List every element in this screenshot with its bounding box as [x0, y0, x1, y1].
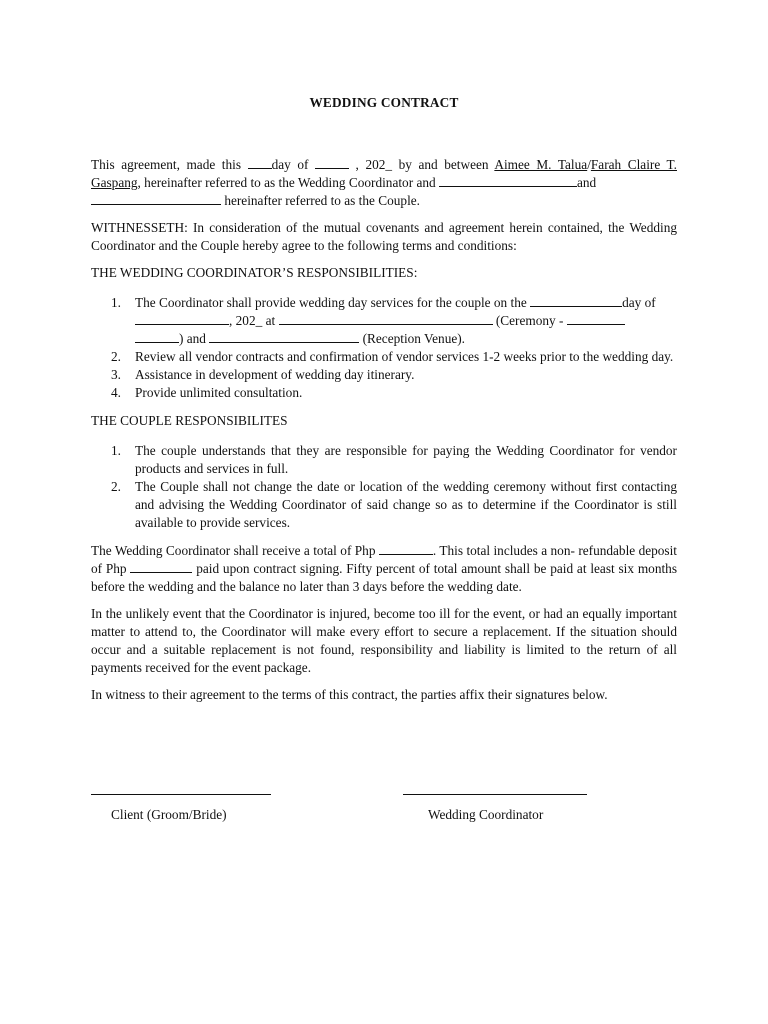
- intro-text: and: [576, 175, 597, 190]
- payment-paragraph: [91, 542, 677, 596]
- list-text: Assistance in development of wedding day itinerary.: [135, 367, 415, 382]
- ceremony-time-blank-2: [135, 331, 179, 343]
- replacement-paragraph: In the unlikely event that the Coordinator is injured, become too ill for the event, or had an equally important matter to attend to, the Coordinator will make every effort to secure a replacement. If the situation should occur and a suitable replacement is not found, responsibility and liability is limited to the return of all payments received for the event package.: [91, 606, 677, 675]
- couple-name-blank-2: [91, 193, 221, 205]
- list-text: The Coordinator shall provide wedding day services for the couple on the: [135, 295, 531, 310]
- intro-text: day of: [271, 157, 315, 172]
- list-item: [91, 366, 677, 384]
- intro-text: This agreement, made this: [91, 157, 248, 172]
- list-item: [91, 478, 677, 532]
- coordinator-signature-line: [403, 794, 587, 795]
- client-signature-label: Client (Groom/Bride): [111, 807, 227, 822]
- date-blank: [530, 295, 622, 307]
- month-blank: [315, 157, 349, 169]
- ceremony-time-blank: [567, 313, 625, 325]
- couple-name-blank: [439, 175, 577, 187]
- list-text: (Reception Venue).: [359, 331, 466, 346]
- intro-paragraph: [91, 156, 677, 210]
- list-number: 1.: [111, 295, 121, 310]
- list-item: [91, 442, 677, 478]
- coordinator-name-2: Gaspang: [91, 175, 138, 190]
- reception-venue-blank: [209, 331, 359, 343]
- list-text: (Ceremony -: [492, 313, 567, 328]
- intro-text: hereinafter referred to as the Couple.: [221, 193, 420, 208]
- document-title: WEDDING CONTRACT: [309, 95, 459, 110]
- witness-paragraph: In witness to their agreement to the terms of this contract, the parties affix their signatures below.: [91, 687, 608, 702]
- list-text: , 202_ at: [229, 313, 279, 328]
- coordinator-name-1: Aimee M. Talua: [494, 157, 588, 172]
- payment-text: . This total includes a non- refundable deposit of Php: [91, 543, 677, 576]
- list-text: day of: [622, 295, 656, 310]
- day-blank: [248, 157, 272, 169]
- intro-text: , hereinafter referred to as the Wedding Coordinator and: [137, 175, 439, 190]
- list-text: Review all vendor contracts and confirmation of vendor services 1-2 weeks prior to the wedding day.: [135, 349, 674, 364]
- list-item: [91, 384, 677, 402]
- list-text: Provide unlimited consultation.: [135, 385, 303, 400]
- list-item: [91, 294, 677, 348]
- list-number: 2.: [111, 479, 121, 494]
- payment-text: The Wedding Coordinator shall receive a total of Php: [91, 543, 379, 558]
- list-number: 3.: [111, 367, 121, 382]
- contract-body: [91, 94, 677, 713]
- couple-heading: THE COUPLE RESPONSIBILITES: [91, 413, 288, 428]
- list-number: 2.: [111, 349, 121, 364]
- list-item: [91, 348, 677, 366]
- list-text: ) and: [179, 331, 210, 346]
- coordinator-list: [91, 294, 677, 402]
- client-signature-line: [91, 794, 271, 795]
- list-text: The Couple shall not change the date or location of the wedding ceremony without first contacting and advising the Wedding Coordinator of said change so as to determine if the Coordinator is still available to provide services.: [135, 479, 677, 530]
- month-blank: [135, 313, 229, 325]
- list-text: The couple understands that they are responsible for paying the Wedding Coordinator for vendor products and services in full.: [135, 443, 677, 476]
- coordinator-name-2: Farah Claire T.: [590, 157, 677, 172]
- witnesseth-paragraph: WITHNESSETH: In consideration of the mutual covenants and agreement herein contained, the Wedding Coordinator and the Couple hereby agree to the following terms and conditions:: [91, 220, 677, 253]
- coordinator-signature-label: Wedding Coordinator: [428, 807, 544, 822]
- deposit-amount-blank: [130, 561, 192, 573]
- coordinator-heading: THE WEDDING COORDINATOR’S RESPONSIBILITIES:: [91, 265, 418, 280]
- list-number: 4.: [111, 385, 121, 400]
- payment-text: paid upon contract signing. Fifty percent of total amount shall be paid at least six months before the wedding and the balance no later than 3 days before the wedding date.: [91, 561, 677, 594]
- list-number: 1.: [111, 443, 121, 458]
- couple-list: [91, 442, 677, 532]
- intro-text: , 202_ by and between: [349, 157, 495, 172]
- ceremony-venue-blank: [279, 313, 493, 325]
- total-amount-blank: [379, 543, 433, 555]
- intro-text: /: [587, 157, 591, 172]
